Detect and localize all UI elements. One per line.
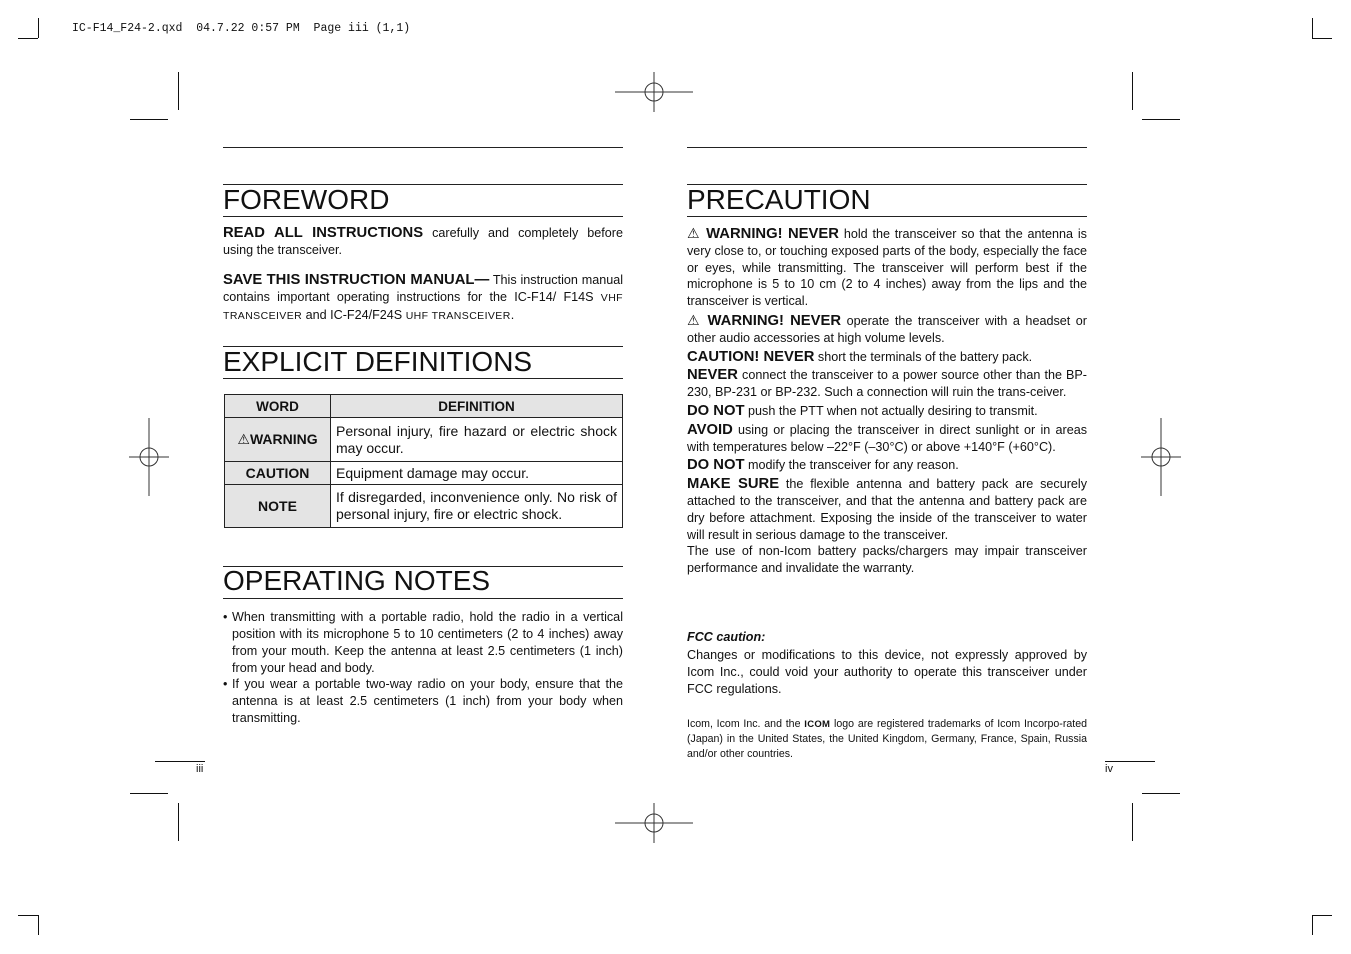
- fcc-text: Changes or modifications to this device, not expressly approved by Icom Inc., could void your authority to operate this transceiver under FCC regulations.: [687, 648, 1087, 696]
- warning-triangle-icon: ⚠: [687, 311, 708, 328]
- precaution-item: [687, 312, 1087, 347]
- operating-notes-title: OPERATING NOTES: [223, 565, 491, 596]
- precaution-item: [687, 476, 1087, 543]
- word-cell: CAUTION: [225, 462, 331, 485]
- registration-target-left: [129, 418, 169, 496]
- slug-line: IC-F14_F24-2.qxd 04.7.22 0:57 PM Page iii (1,1): [72, 22, 411, 35]
- definitions-bottom-rule: [223, 378, 623, 379]
- definition-cell: If disregarded, inconvenience only. No risk of personal injury, fire or electric shock.: [331, 485, 623, 528]
- table-row: [225, 485, 623, 528]
- vhf-transceiver-label: VHF TRANSCEIVER: [223, 292, 623, 322]
- definition-cell: Equipment damage may occur.: [331, 462, 623, 485]
- registration-target-right: [1141, 418, 1181, 496]
- precaution-item: [687, 367, 1087, 401]
- definitions-title: EXPLICIT DEFINITIONS: [223, 346, 533, 377]
- foreword-lead-2: SAVE THIS INSTRUCTION MANUAL—: [223, 272, 490, 288]
- fcc-heading: FCC caution:: [687, 630, 766, 644]
- non-icom-note: The use of non-Icom battery packs/chargers may impair transceiver performance and invalidate the warranty.: [687, 544, 1087, 576]
- uhf-transceiver-label: UHF TRANSCEIVER: [405, 310, 511, 322]
- trademark-notice: [687, 717, 1087, 762]
- header-rule: [223, 147, 623, 148]
- table-row: [225, 462, 623, 485]
- trademark-text-a: Icom, Icom Inc. and the: [687, 718, 805, 730]
- left-page: [223, 147, 623, 767]
- precaution-text: short the terminals of the battery pack.: [814, 349, 1033, 364]
- precaution-lead: AVOID: [687, 421, 733, 438]
- foreword-text-2b: and IC-F24/F24S: [302, 308, 406, 322]
- precaution-lead: DO NOT: [687, 457, 745, 474]
- precaution-text: using or placing the transceiver in direct sunlight or in areas with temperatures below –22°F (–30°C) or above +140°F (+60°C).: [687, 422, 1087, 454]
- registration-target-bottom: [615, 803, 695, 843]
- warning-triangle-icon: ⚠: [237, 431, 250, 447]
- right-page: [687, 147, 1087, 767]
- page-number-right: iv: [1105, 763, 1113, 775]
- foreword-text-2c: .: [510, 308, 515, 322]
- precaution-title: PRECAUTION: [687, 184, 871, 215]
- table-row: [225, 418, 623, 462]
- precaution-text: push the PTT when not actually desiring to transmit.: [744, 403, 1038, 418]
- column-header-word: WORD: [225, 395, 331, 418]
- precaution-bottom-rule: [687, 216, 1087, 217]
- precaution-text: hold the transceiver so that the antenna is very close to, or touching exposed parts of the body, especially the face or eyes, while transmitting. The transceiver will perform best if the microphone is 5 to 10 cm (2 to 4 inches) away from the lips and the transceiver is vertical.: [687, 227, 1087, 309]
- definitions-table: [224, 394, 623, 528]
- trademark-text-b: logo are registered trademarks of Icom Incorpo-rated (Japan) in the United States, the United Kingdom, Germany, France, Spain, Russia and/or other countries.: [687, 718, 1087, 760]
- precaution-lead: WARNING! NEVER: [706, 226, 839, 242]
- definition-cell: Personal injury, fire hazard or electric shock may occur.: [331, 418, 623, 462]
- foreword-lead-1: READ ALL INSTRUCTIONS: [223, 225, 424, 241]
- icom-logo: ICOM: [804, 719, 831, 730]
- foreword-text-2a: This instruction manual contains important operating instructions for the IC-F14/ F14S: [223, 273, 624, 304]
- warning-triangle-icon: ⚠: [687, 225, 707, 241]
- list-item: • When transmitting with a portable radio, hold the radio in a vertical position with its microphone 5 to 10 centimeters (2 to 4 inches) away from your mouth. Keep the antenna at least 2.5 centimeters (1 inch) from your head and body.: [223, 609, 623, 677]
- precaution-item: [687, 457, 1087, 474]
- registration-target-top: [615, 72, 695, 112]
- header-rule: [687, 147, 1087, 148]
- notes-bottom-rule: [223, 598, 623, 599]
- precaution-lead: NEVER: [687, 367, 738, 384]
- precaution-item: [687, 225, 1087, 310]
- table-header-row: [225, 395, 623, 418]
- precaution-item: [687, 422, 1087, 456]
- precaution-item: [687, 403, 1087, 420]
- precaution-item: [687, 349, 1087, 366]
- precaution-body: [687, 225, 1087, 577]
- list-item: • If you wear a portable two-way radio on your body, ensure that the antenna is at least 2.5 centimeters (1 inch) from your body when transmitting.: [223, 676, 623, 727]
- precaution-text: the flexible antenna and battery pack are securely attached to the transceiver, and that the antenna and battery pack are dry before attachment. Exposing the inside of the transceiver to water will result in serious damage to the transceiver.: [687, 477, 1088, 542]
- precaution-lead: DO NOT: [687, 402, 745, 419]
- page-number-left: iii: [196, 763, 204, 775]
- precaution-lead: WARNING! NEVER: [707, 312, 842, 329]
- foreword-paragraph-2: [223, 272, 623, 325]
- precaution-text: connect the transceiver to a power source other than the BP-230, BP-231 or BP-232. Such a connection will ruin the trans-ceiver.: [687, 368, 1087, 400]
- precaution-text: operate the transceiver with a headset or other audio accessories at high volume levels.: [687, 313, 1087, 345]
- foreword-title: FOREWORD: [223, 184, 390, 215]
- word-warning: WARNING: [249, 431, 318, 447]
- precaution-lead: MAKE SURE: [687, 476, 780, 493]
- word-cell: NOTE: [225, 485, 331, 528]
- foreword-bottom-rule: [223, 216, 623, 217]
- foreword-paragraph-1: [223, 225, 623, 259]
- word-cell: [225, 418, 331, 462]
- precaution-text: modify the transceiver for any reason.: [744, 458, 959, 473]
- column-header-definition: DEFINITION: [331, 395, 623, 418]
- precaution-lead: CAUTION! NEVER: [687, 348, 815, 365]
- foreword-text-1: carefully and completely before using the transceiver.: [223, 226, 623, 257]
